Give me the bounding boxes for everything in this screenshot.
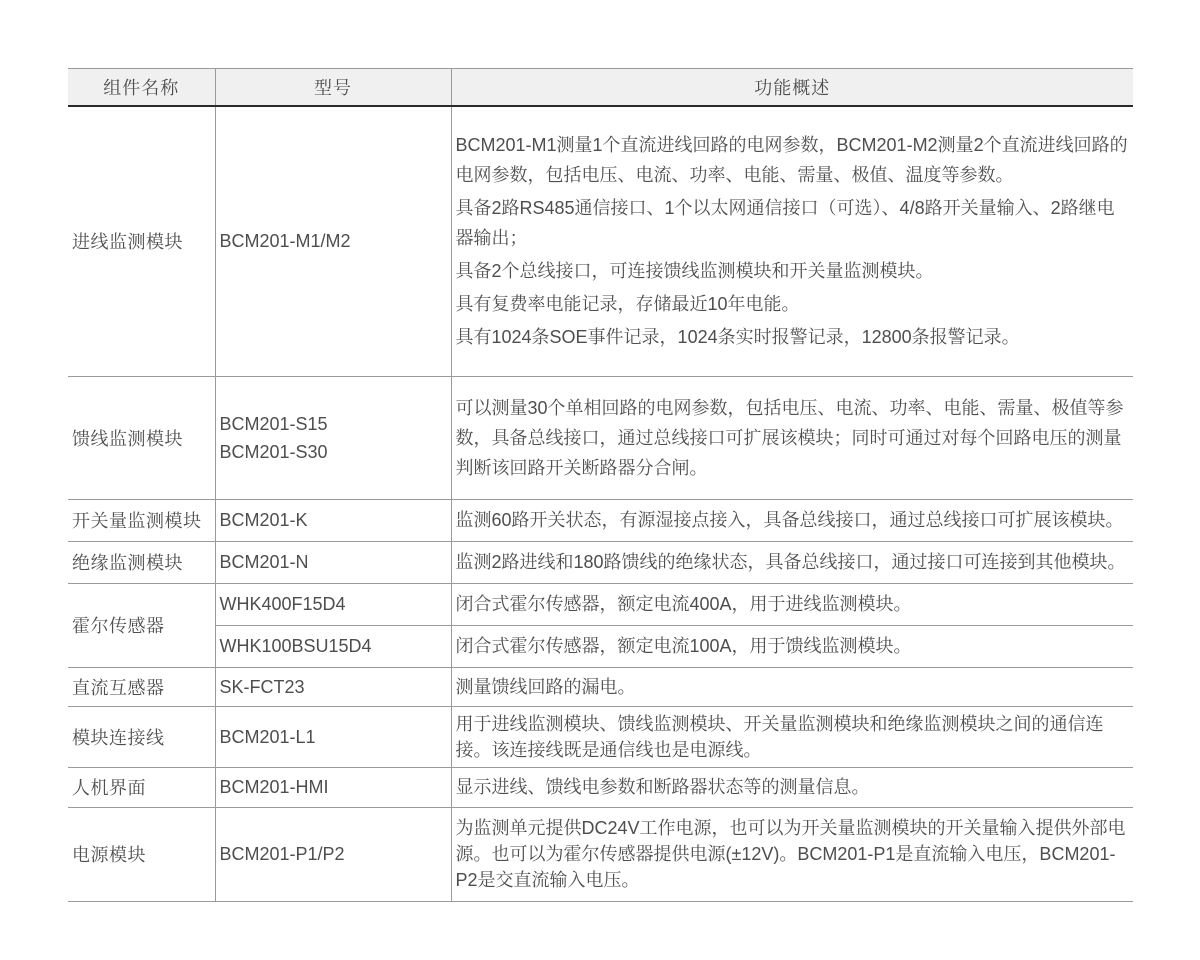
component-name-cell: 霍尔传感器 <box>68 583 215 667</box>
component-name-cell: 绝缘监测模块 <box>68 541 215 583</box>
table-row <box>68 767 1133 807</box>
component-name-cell: 直流互感器 <box>68 667 215 706</box>
component-name-cell: 馈线监测模块 <box>68 376 215 499</box>
table-row <box>68 706 1133 767</box>
model-cell: BCM201-K <box>215 499 451 541</box>
component-name-cell: 开关量监测模块 <box>68 499 215 541</box>
model-cell: WHK100BSU15D4 <box>215 625 451 667</box>
table-row <box>68 499 1133 541</box>
function-text-line: BCM201-M1测量1个直流进线回路的电网参数，BCM201-M2测量2个直流进线回路的电网参数，包括电压、电流、功率、电能、需量、极值、温度等参数。 <box>455 135 1128 186</box>
component-name-cell: 人机界面 <box>68 767 215 807</box>
header-function-overview: 功能概述 <box>451 69 1133 107</box>
model-line: BCM201-S30 <box>219 441 328 462</box>
header-component-name: 组件名称 <box>68 69 215 107</box>
model-cell: BCM201-P1/P2 <box>215 807 451 901</box>
function-cell: 可以测量30个单相回路的电网参数，包括电压、电流、功率、电能、需量、极值等参数，具备总线接口，通过总线接口可扩展该模块；同时可通过对每个回路电压的测量判断该回路开关断路器分合闸。 <box>451 376 1133 499</box>
header-model: 型号 <box>215 69 451 107</box>
model-cell <box>215 376 451 499</box>
function-cell: 测量馈线回路的漏电。 <box>451 667 1133 706</box>
function-text-line: 具有复费率电能记录，存储最近10年电能。 <box>455 294 800 315</box>
function-cell: 监测60路开关状态，有源湿接点接入，具备总线接口，通过总线接口可扩展该模块。 <box>451 499 1133 541</box>
table-row <box>68 667 1133 706</box>
model-cell: BCM201-L1 <box>215 706 451 767</box>
function-cell: 闭合式霍尔传感器，额定电流400A，用于进线监测模块。 <box>451 583 1133 625</box>
model-cell: SK-FCT23 <box>215 667 451 706</box>
table-header-row <box>68 69 1133 107</box>
function-text-line: 具备2个总线接口，可连接馈线监测模块和开关量监测模块。 <box>455 261 934 282</box>
table-row <box>68 541 1133 583</box>
function-cell: 显示进线、馈线电参数和断路器状态等的测量信息。 <box>451 767 1133 807</box>
model-cell: BCM201-N <box>215 541 451 583</box>
function-text-line: 具有1024条SOE事件记录，1024条实时报警记录，12800条报警记录。 <box>455 327 1020 348</box>
component-spec-table <box>68 68 1133 902</box>
table-row <box>68 106 1133 376</box>
function-cell: 为监测单元提供DC24V工作电源，也可以为开关量监测模块的开关量输入提供外部电源。也可以为霍尔传感器提供电源(±12V)。BCM201-P1是直流输入电压，BCM201-P2是交直流输入电压。 <box>451 807 1133 901</box>
function-text-line: 具备2路RS485通信接口、1个以太网通信接口（可选）、4/8路开关量输入、2路继电器输出； <box>455 198 1115 249</box>
function-cell: 用于进线监测模块、馈线监测模块、开关量监测模块和绝缘监测模块之间的通信连接。该连接线既是通信线也是电源线。 <box>451 706 1133 767</box>
model-cell: BCM201-M1/M2 <box>215 106 451 376</box>
component-name-cell: 进线监测模块 <box>68 106 215 376</box>
table-row <box>68 807 1133 901</box>
function-cell: 闭合式霍尔传感器，额定电流100A，用于馈线监测模块。 <box>451 625 1133 667</box>
table-row <box>68 376 1133 499</box>
table-row <box>68 625 1133 667</box>
model-cell: WHK400F15D4 <box>215 583 451 625</box>
model-line: BCM201-S15 <box>219 413 328 434</box>
function-cell: 监测2路进线和180路馈线的绝缘状态，具备总线接口，通过接口可连接到其他模块。 <box>451 541 1133 583</box>
function-cell <box>451 106 1133 376</box>
table-row <box>68 583 1133 625</box>
model-cell: BCM201-HMI <box>215 767 451 807</box>
component-name-cell: 模块连接线 <box>68 706 215 767</box>
component-name-cell: 电源模块 <box>68 807 215 901</box>
